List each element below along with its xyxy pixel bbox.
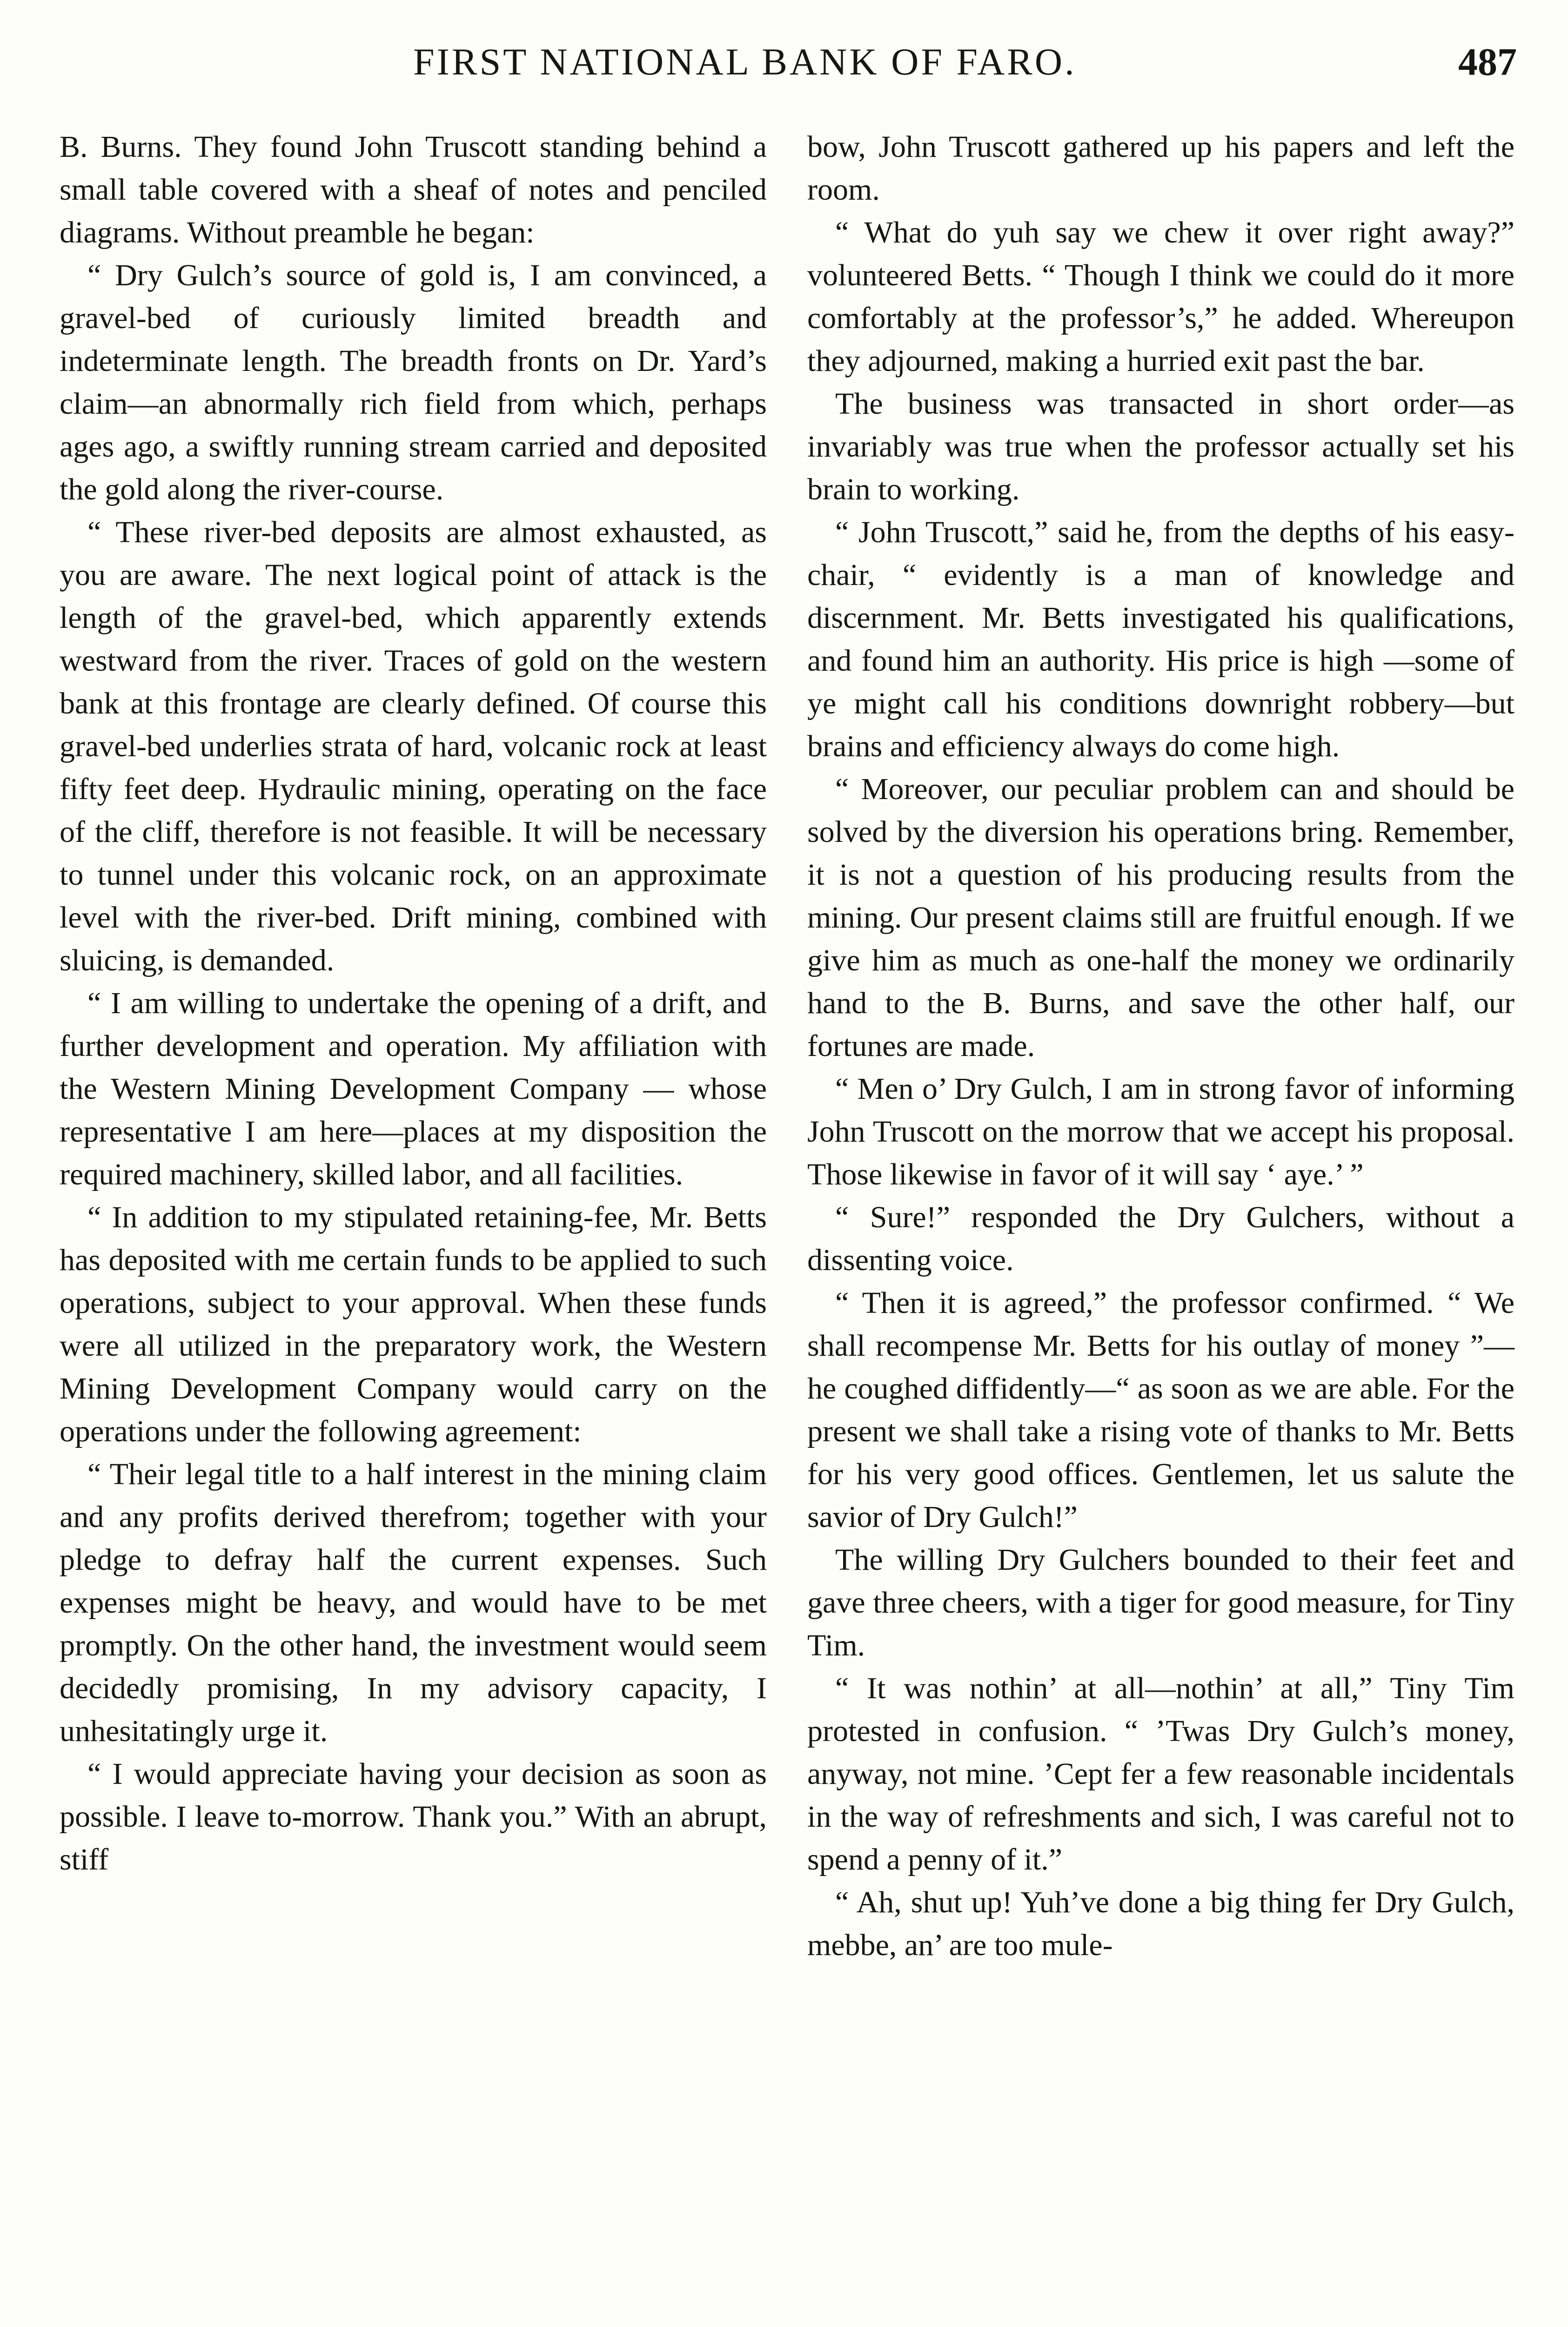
paragraph: “ Men o’ Dry Gulch, I am in strong favor of informing John Truscott on the morrow that we accept his proposal. Those likewise in favor of it will say ‘ aye.’ ” [807, 1072, 1514, 1191]
text-column-right [807, 126, 1514, 1967]
paragraph: “ Sure!” responded the Dry Gulchers, without a dissenting voice. [807, 1200, 1514, 1277]
paragraph: “ I am willing to undertake the opening of a drift, and further development and operation. My affiliation with the Western Mining Development Company — whose representative I am here—places at my disposition the required machinery, skilled labor, and all facilities. [60, 986, 767, 1191]
paragraph: “ It was nothin’ at all—nothin’ at all,” Tiny Tim protested in confusion. “ ’Twas Dry Gulch’s money, anyway, not mine. ’Cept fer a few reasonable incidentals in the way of refreshments and sich, I was careful not to spend a penny of it.” [807, 1671, 1514, 1876]
paragraph: The willing Dry Gulchers bounded to their feet and gave three cheers, with a tiger for good measure, for Tiny Tim. [807, 1543, 1514, 1662]
paragraph: “ These river-bed deposits are almost exhausted, as you are aware. The next logical point of attack is the length of the gravel-bed, which apparently extends westward from the river. Traces of gold on the western bank at this frontage are clearly defined. Of course this gravel-bed underlies strata of hard, volcanic rock at least fifty feet deep. Hydraulic mining, operating on the face of the cliff, therefore is not feasible. It will be necessary to tunnel under this volcanic rock, on an approximate level with the river-bed. Drift mining, combined with sluicing, is demanded. [60, 515, 767, 977]
paragraph: “ Ah, shut up! Yuh’ve done a big thing fer Dry Gulch, mebbe, an’ are too mule- [807, 1885, 1514, 1962]
paragraph: “ Moreover, our peculiar problem can and should be solved by the diversion his operations bring. Remember, it is not a question of his producing results from the mining. Our present claims still are fruitful enough. If we give him as much as one-half the money we ordinarily hand to the B. Burns, and save the other half, our fortunes are made. [807, 772, 1514, 1063]
paragraph: The business was transacted in short order—as invariably was true when the professor actually set his brain to working. [807, 387, 1514, 506]
paragraph: B. Burns. They found John Truscott standing behind a small table covered with a sheaf of notes and penciled diagrams. Without preamble he began: [60, 130, 767, 249]
paragraph: “ What do yuh say we chew it over right away?” volunteered Betts. “ Though I think we could do it more comfortably at the professor’s,” he added. Whereupon they adjourned, making a hurried exit past the bar. [807, 215, 1514, 378]
paragraph: “ Dry Gulch’s source of gold is, I am convinced, a gravel-bed of curiously limited breadth and indeterminate length. The breadth fronts on Dr. Yard’s claim—an abnormally rich field from which, perhaps ages ago, a swiftly running stream carried and deposited the gold along the river-course. [60, 258, 767, 506]
paragraph: “ Their legal title to a half interest in the mining claim and any profits derived therefrom; together with your pledge to defray half the current expenses. Such expenses might be heavy, and would have to be met promptly. On the other hand, the investment would seem decidedly promising, In my advisory capacity, I unhesitatingly urge it. [60, 1457, 767, 1748]
paragraph: “ In addition to my stipulated retaining-fee, Mr. Betts has deposited with me certain funds to be applied to such operations, subject to your approval. When these funds were all utilized in the preparatory work, the Western Mining Development Company would carry on the operations under the following agreement: [60, 1200, 767, 1448]
running-head: FIRST NATIONAL BANK OF FARO. [413, 40, 1077, 83]
text-column-left [60, 126, 767, 1881]
paragraph: “ Then it is agreed,” the professor confirmed. “ We shall recompense Mr. Betts for his outlay of money ”—he coughed diffidently—“ as soon as we are able. For the present we shall take a rising vote of thanks to Mr. Betts for his very good offices. Gentlemen, let us salute the savior of Dry Gulch!” [807, 1286, 1514, 1534]
paragraph: “ John Truscott,” said he, from the depths of his easy-chair, “ evidently is a man of knowledge and discernment. Mr. Betts investigated his qualifications, and found him an authority. His price is high —some of ye might call his conditions downright robbery—but brains and efficiency always do come high. [807, 515, 1514, 763]
page-number: 487 [1458, 40, 1517, 84]
paragraph: “ I would appreciate having your decision as soon as possible. I leave to-morrow. Thank you.” With an abrupt, stiff [60, 1757, 767, 1876]
paragraph: bow, John Truscott gathered up his papers and left the room. [807, 130, 1514, 207]
page-header [60, 40, 1517, 94]
